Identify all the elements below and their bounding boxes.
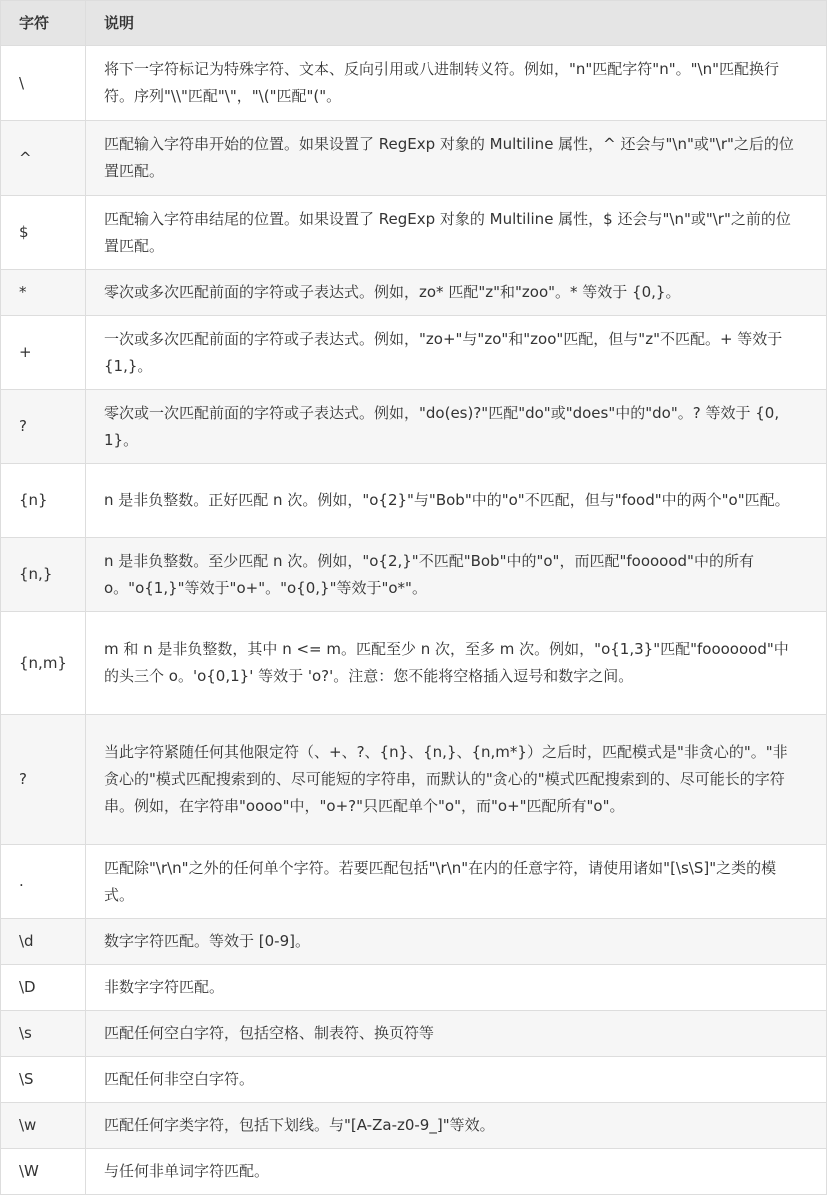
char-cell: \D [1, 965, 86, 1011]
header-desc: 说明 [86, 1, 827, 46]
char-cell: $ [1, 196, 86, 270]
table-row [1, 196, 827, 270]
desc-cell: 零次或多次匹配前面的字符或子表达式。例如，zo* 匹配"z"和"zoo"。* 等效于 {0,}。 [86, 270, 827, 316]
desc-cell: n 是非负整数。至少匹配 n 次。例如，"o{2,}"不匹配"Bob"中的"o"，而匹配"foooood"中的所有 o。"o{1,}"等效于"o+"。"o{0,}"等效于"o*"。 [86, 538, 827, 612]
table-row [1, 1011, 827, 1057]
char-cell: * [1, 270, 86, 316]
table-row [1, 121, 827, 196]
char-cell: ? [1, 715, 86, 845]
char-cell: ? [1, 390, 86, 464]
desc-cell: 匹配任何空白字符，包括空格、制表符、换页符等 [86, 1011, 827, 1057]
desc-cell: 将下一字符标记为特殊字符、文本、反向引用或八进制转义符。例如，"n"匹配字符"n"。"\n"匹配换行符。序列"\\"匹配"\"，"\("匹配"("。 [86, 46, 827, 121]
desc-cell: 非数字字符匹配。 [86, 965, 827, 1011]
desc-cell: 数字字符匹配。等效于 [0-9]。 [86, 919, 827, 965]
table-body [1, 46, 827, 1195]
table-row [1, 965, 827, 1011]
header-row [1, 1, 827, 46]
desc-cell: 匹配输入字符串结尾的位置。如果设置了 RegExp 对象的 Multiline 属性，$ 还会与"\n"或"\r"之前的位置匹配。 [86, 196, 827, 270]
char-cell: ^ [1, 121, 86, 196]
char-cell: {n,m} [1, 612, 86, 715]
desc-cell: 匹配任何非空白字符。 [86, 1057, 827, 1103]
char-cell: . [1, 845, 86, 919]
table-row [1, 1103, 827, 1149]
desc-cell: m 和 n 是非负整数，其中 n <= m。匹配至少 n 次，至多 m 次。例如，"o{1,3}"匹配"fooooood"中的头三个 o。'o{0,1}' 等效于 'o?'。注意：您不能将空格插入逗号和数字之间。 [86, 612, 827, 715]
char-cell: + [1, 316, 86, 390]
char-cell: {n} [1, 464, 86, 538]
table-row [1, 612, 827, 715]
desc-cell: 与任何非单词字符匹配。 [86, 1149, 827, 1195]
desc-cell: n 是非负整数。正好匹配 n 次。例如，"o{2}"与"Bob"中的"o"不匹配，但与"food"中的两个"o"匹配。 [86, 464, 827, 538]
desc-cell: 当此字符紧随任何其他限定符（、+、?、{n}、{n,}、{n,m*}）之后时，匹配模式是"非贪心的"。"非贪心的"模式匹配搜索到的、尽可能短的字符串，而默认的"贪心的"模式匹配搜索到的、尽可能长的字符串。例如，在字符串"oooo"中，"o+?"只匹配单个"o"，而"o+"匹配所有"o"。 [86, 715, 827, 845]
table-row [1, 715, 827, 845]
desc-cell: 匹配除"\r\n"之外的任何单个字符。若要匹配包括"\r\n"在内的任意字符，请使用诸如"[\s\S]"之类的模式。 [86, 845, 827, 919]
table-row [1, 1057, 827, 1103]
char-cell: {n,} [1, 538, 86, 612]
table-row [1, 390, 827, 464]
char-cell: \s [1, 1011, 86, 1057]
char-cell: \w [1, 1103, 86, 1149]
desc-cell: 零次或一次匹配前面的字符或子表达式。例如，"do(es)?"匹配"do"或"does"中的"do"。? 等效于 {0,1}。 [86, 390, 827, 464]
table-row [1, 919, 827, 965]
char-cell: \d [1, 919, 86, 965]
char-cell: \S [1, 1057, 86, 1103]
table-row [1, 464, 827, 538]
table-row [1, 845, 827, 919]
header-char: 字符 [1, 1, 86, 46]
char-cell: \ [1, 46, 86, 121]
table-row [1, 46, 827, 121]
table-row [1, 270, 827, 316]
desc-cell: 匹配任何字类字符，包括下划线。与"[A-Za-z0-9_]"等效。 [86, 1103, 827, 1149]
table-row [1, 538, 827, 612]
table-row [1, 1149, 827, 1195]
desc-cell: 一次或多次匹配前面的字符或子表达式。例如，"zo+"与"zo"和"zoo"匹配，但与"z"不匹配。+ 等效于 {1,}。 [86, 316, 827, 390]
char-cell: \W [1, 1149, 86, 1195]
table-row [1, 316, 827, 390]
desc-cell: 匹配输入字符串开始的位置。如果设置了 RegExp 对象的 Multiline 属性，^ 还会与"\n"或"\r"之后的位置匹配。 [86, 121, 827, 196]
table-header [1, 1, 827, 46]
